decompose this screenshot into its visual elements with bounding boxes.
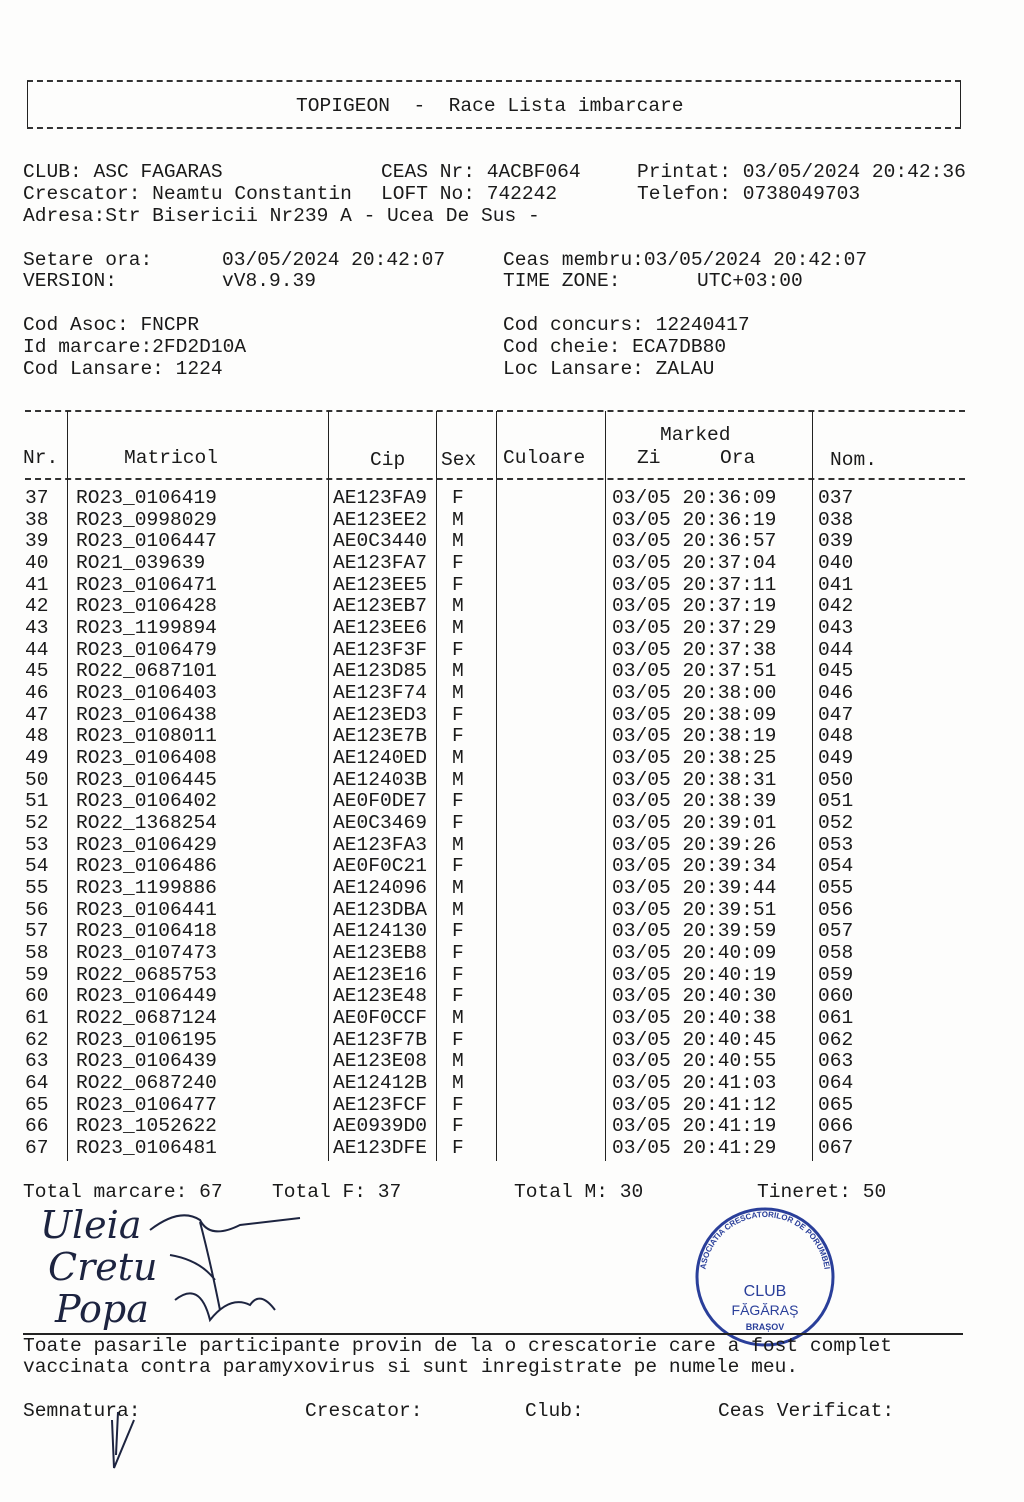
cell-nom: 067 (818, 1137, 854, 1160)
cell-cip: AE123EE6 (333, 617, 427, 640)
loc-lansare: Loc Lansare: ZALAU (503, 358, 715, 380)
cell-cip: AE123DBA (333, 898, 427, 921)
svg-text:ASOCIATIA CRESCATORILOR DE POR (698, 1210, 831, 1270)
cell-matricol: RO23_0106445 (76, 768, 217, 791)
header-nr: Nr. (23, 447, 59, 469)
ceas-verificat-label: Ceas Verificat: (718, 1400, 895, 1422)
setare-label: Setare ora: (23, 249, 153, 271)
cell-sex: F (452, 725, 464, 748)
handwritten-name-3: Popa (55, 1287, 149, 1331)
cell-marked: 03/05 20:40:55 (612, 1050, 777, 1073)
cell-matricol: RO23_0106479 (76, 638, 217, 661)
cell-matricol: RO23_0106438 (76, 703, 217, 726)
cell-cip: AE123E7B (333, 725, 427, 748)
header-ora: Ora (720, 447, 756, 469)
statement-line-2: vaccinata contra paramyxovirus si sunt inregistrate pe numele meu. (23, 1356, 799, 1378)
cell-marked: 03/05 20:38:39 (612, 790, 777, 813)
cell-marked: 03/05 20:41:12 (612, 1093, 777, 1116)
timezone-value: UTC+03:00 (697, 270, 803, 292)
breeder: Crescator: Neamtu Constantin (23, 183, 352, 205)
setare-value: 03/05/2024 20:42:07 (222, 249, 446, 271)
cell-nr: 44 (25, 638, 49, 661)
header-culoare: Culoare (503, 447, 586, 469)
printed-at: Printat: 03/05/2024 20:42:36 (637, 161, 966, 183)
cell-sex: F (452, 703, 464, 726)
cell-nom: 055 (818, 877, 854, 900)
cell-cip: AE0C3440 (333, 530, 427, 553)
cell-marked: 03/05 20:37:29 (612, 617, 777, 640)
col-divider (605, 411, 606, 1161)
cell-nr: 40 (25, 552, 49, 574)
col-divider (328, 411, 329, 1161)
page-title: TOPIGEON - Race Lista imbarcare (296, 95, 684, 117)
cell-sex: F (452, 487, 464, 509)
cell-nom: 062 (818, 1028, 854, 1051)
cell-nr: 55 (25, 877, 49, 900)
ceas-nr: CEAS Nr: 4ACBF064 (381, 161, 581, 183)
cell-sex: M (452, 877, 464, 900)
cell-matricol: RO23_0106439 (76, 1050, 217, 1073)
cell-nr: 52 (25, 812, 49, 835)
crescator-label: Crescator: (305, 1400, 423, 1422)
cell-matricol: RO23_0106428 (76, 595, 217, 618)
cell-marked: 03/05 20:39:51 (612, 898, 777, 921)
cell-nr: 49 (25, 747, 49, 770)
table-header-divider (25, 478, 965, 480)
cell-marked: 03/05 20:37:04 (612, 552, 777, 574)
cell-matricol: RO22_0687101 (76, 660, 217, 683)
cell-nom: 037 (818, 487, 854, 509)
cell-nom: 064 (818, 1072, 854, 1095)
cell-nr: 58 (25, 942, 49, 965)
breeder-signature (100, 1400, 150, 1475)
cell-marked: 03/05 20:40:30 (612, 985, 777, 1008)
cell-sex: F (452, 1115, 464, 1138)
cell-matricol: RO23_0107473 (76, 942, 217, 965)
cell-nr: 39 (25, 530, 49, 553)
cell-nr: 67 (25, 1137, 49, 1160)
cell-sex: F (452, 985, 464, 1008)
cell-marked: 03/05 20:40:45 (612, 1028, 777, 1051)
col-divider (496, 411, 497, 1161)
col-divider (812, 411, 813, 1161)
handwritten-name-2: Cretu (48, 1245, 158, 1289)
version-value: vV8.9.39 (222, 270, 316, 292)
cell-nom: 059 (818, 963, 854, 986)
cell-sex: F (452, 812, 464, 835)
cell-cip: AE123FA7 (333, 552, 427, 574)
cell-nom: 057 (818, 920, 854, 943)
cell-marked: 03/05 20:37:19 (612, 595, 777, 618)
cod-concurs: Cod concurs: 12240417 (503, 314, 750, 336)
title-border-bottom (27, 127, 961, 129)
cell-cip: AE123EB7 (333, 595, 427, 618)
id-marcare: Id marcare:2FD2D10A (23, 336, 247, 358)
cell-matricol: RO23_1199894 (76, 617, 217, 640)
cell-cip: AE123EE2 (333, 508, 427, 531)
cell-nr: 38 (25, 508, 49, 531)
cell-nom: 041 (818, 573, 854, 596)
handwritten-name-1: Uleia (40, 1203, 142, 1247)
cell-matricol: RO22_1368254 (76, 812, 217, 835)
cell-sex: M (452, 747, 464, 770)
cell-nom: 060 (818, 985, 854, 1008)
cell-sex: M (452, 530, 464, 553)
cell-nom: 061 (818, 1007, 854, 1030)
cell-nr: 41 (25, 573, 49, 596)
cell-nom: 044 (818, 638, 854, 661)
cell-cip: AE123FA9 (333, 487, 427, 509)
cell-sex: M (452, 682, 464, 705)
cell-cip: AE123ED3 (333, 703, 427, 726)
cell-cip: AE123F7B (333, 1028, 427, 1051)
cell-nr: 46 (25, 682, 49, 705)
cell-marked: 03/05 20:36:19 (612, 508, 777, 531)
header-sex: Sex (441, 449, 477, 471)
ceas-membru: Ceas membru:03/05/2024 20:42:07 (503, 249, 868, 271)
address: Adresa:Str Bisericii Nr239 A - Ucea De Sus - (23, 205, 540, 227)
cell-nr: 59 (25, 963, 49, 986)
cell-matricol: RO23_0106471 (76, 573, 217, 596)
club-label: Club: (525, 1400, 584, 1422)
cell-nom: 040 (818, 552, 854, 574)
club-name: CLUB: ASC FAGARAS (23, 161, 223, 183)
cell-nom: 058 (818, 942, 854, 965)
cell-nr: 45 (25, 660, 49, 683)
cell-marked: 03/05 20:38:31 (612, 768, 777, 791)
cell-nom: 038 (818, 508, 854, 531)
cell-cip: AE12412B (333, 1072, 427, 1095)
header-zi: Zi (637, 447, 661, 469)
header-cip: Cip (370, 449, 406, 471)
cell-sex: M (452, 768, 464, 791)
cell-sex: M (452, 833, 464, 856)
stamp-bottom: BRAȘOV (745, 1322, 785, 1332)
cell-cip: AE123FCF (333, 1093, 427, 1116)
cell-marked: 03/05 20:39:34 (612, 855, 777, 878)
cell-sex: M (452, 508, 464, 531)
version-label: VERSION: (23, 270, 117, 292)
cell-cip: AE1240ED (333, 747, 427, 770)
cell-matricol: RO23_0106418 (76, 920, 217, 943)
cell-matricol: RO23_0106402 (76, 790, 217, 813)
cell-sex: M (452, 1007, 464, 1030)
cell-marked: 03/05 20:38:00 (612, 682, 777, 705)
cell-matricol: RO23_0106408 (76, 747, 217, 770)
total-m: Total M: 30 (514, 1181, 644, 1203)
cod-lansare: Cod Lansare: 1224 (23, 358, 223, 380)
cell-matricol: RO23_0106441 (76, 898, 217, 921)
cell-marked: 03/05 20:38:25 (612, 747, 777, 770)
stamp-club: CLUB (743, 1283, 787, 1300)
cell-cip: AE123EE5 (333, 573, 427, 596)
title-border-left (27, 81, 28, 127)
cell-nom: 039 (818, 530, 854, 553)
cell-nom: 050 (818, 768, 854, 791)
header-nom: Nom. (830, 449, 877, 471)
cell-sex: F (452, 573, 464, 596)
cell-nr: 37 (25, 487, 49, 509)
cell-nr: 43 (25, 617, 49, 640)
cell-matricol: RO23_0106486 (76, 855, 217, 878)
cell-nom: 054 (818, 855, 854, 878)
cell-sex: M (452, 1050, 464, 1073)
cell-marked: 03/05 20:37:38 (612, 638, 777, 661)
cell-cip: AE123F3F (333, 638, 427, 661)
cell-nr: 60 (25, 985, 49, 1008)
cell-nr: 48 (25, 725, 49, 748)
cell-cip: AE0F0C21 (333, 855, 427, 878)
cell-cip: AE0F0CCF (333, 1007, 427, 1030)
cell-sex: F (452, 942, 464, 965)
cell-sex: M (452, 660, 464, 683)
cell-nr: 47 (25, 703, 49, 726)
cell-marked: 03/05 20:36:09 (612, 487, 777, 509)
table-border-top (25, 410, 965, 412)
cell-nom: 052 (818, 812, 854, 835)
cell-matricol: RO23_0106195 (76, 1028, 217, 1051)
cell-marked: 03/05 20:39:59 (612, 920, 777, 943)
cell-cip: AE123E08 (333, 1050, 427, 1073)
cell-nom: 043 (818, 617, 854, 640)
cell-matricol: RO23_1199886 (76, 877, 217, 900)
cell-matricol: RO23_0998029 (76, 508, 217, 531)
cell-sex: F (452, 552, 464, 574)
cell-nr: 65 (25, 1093, 49, 1116)
cell-nom: 042 (818, 595, 854, 618)
cell-sex: F (452, 920, 464, 943)
cell-matricol: RO23_0108011 (76, 725, 217, 748)
cell-marked: 03/05 20:41:03 (612, 1072, 777, 1095)
cell-cip: AE0F0DE7 (333, 790, 427, 813)
cell-nr: 50 (25, 768, 49, 791)
cell-cip: AE124130 (333, 920, 427, 943)
cell-marked: 03/05 20:38:19 (612, 725, 777, 748)
cell-nom: 048 (818, 725, 854, 748)
title-border-right (960, 81, 961, 127)
cell-nr: 56 (25, 898, 49, 921)
phone: Telefon: 0738049703 (637, 183, 861, 205)
loft-no: LOFT No: 742242 (381, 183, 558, 205)
cell-nr: 42 (25, 595, 49, 618)
header-marked: Marked (660, 424, 731, 446)
cell-marked: 03/05 20:39:44 (612, 877, 777, 900)
cell-cip: AE123D85 (333, 660, 427, 683)
cell-nom: 047 (818, 703, 854, 726)
cell-marked: 03/05 20:40:38 (612, 1007, 777, 1030)
cell-nr: 64 (25, 1072, 49, 1095)
cell-sex: F (452, 963, 464, 986)
cell-marked: 03/05 20:37:51 (612, 660, 777, 683)
cell-nr: 61 (25, 1007, 49, 1030)
signature-scribbles (140, 1205, 310, 1330)
col-divider (67, 411, 68, 1161)
cell-sex: F (452, 1093, 464, 1116)
signature-label: Semnatura: (23, 1400, 141, 1422)
cell-nom: 063 (818, 1050, 854, 1073)
cell-cip: AE123EB8 (333, 942, 427, 965)
total-tineret: Tineret: 50 (757, 1181, 887, 1203)
cell-nr: 63 (25, 1050, 49, 1073)
cell-nr: 57 (25, 920, 49, 943)
stamp-city: FĂGĂRAȘ (731, 1302, 799, 1318)
cell-nr: 66 (25, 1115, 49, 1138)
cell-matricol: RO23_0106477 (76, 1093, 217, 1116)
cell-matricol: RO22_0685753 (76, 963, 217, 986)
cell-marked: 03/05 20:38:09 (612, 703, 777, 726)
cell-nom: 049 (818, 747, 854, 770)
total-f: Total F: 37 (272, 1181, 402, 1203)
cod-asoc: Cod Asoc: FNCPR (23, 314, 200, 336)
cell-matricol: RO23_1052622 (76, 1115, 217, 1138)
cell-marked: 03/05 20:41:19 (612, 1115, 777, 1138)
cell-matricol: RO23_0106403 (76, 682, 217, 705)
cell-sex: F (452, 638, 464, 661)
cell-cip: AE123DFE (333, 1137, 427, 1160)
statement-line-1: Toate pasarile participante provin de la o crescatorie care a fost complet (23, 1335, 893, 1357)
cell-marked: 03/05 20:39:26 (612, 833, 777, 856)
col-divider (436, 411, 437, 1161)
cell-cip: AE123FA3 (333, 833, 427, 856)
cell-marked: 03/05 20:36:57 (612, 530, 777, 553)
cell-marked: 03/05 20:37:11 (612, 573, 777, 596)
cell-sex: F (452, 790, 464, 813)
cell-matricol: RO23_0106449 (76, 985, 217, 1008)
club-stamp (690, 1202, 840, 1352)
cell-marked: 03/05 20:41:29 (612, 1137, 777, 1160)
cell-marked: 03/05 20:39:01 (612, 812, 777, 835)
cell-sex: M (452, 617, 464, 640)
title-border-top (27, 80, 961, 82)
cell-nom: 046 (818, 682, 854, 705)
cell-nom: 053 (818, 833, 854, 856)
cell-matricol: RO23_0106481 (76, 1137, 217, 1160)
cell-sex: M (452, 595, 464, 618)
cell-sex: F (452, 855, 464, 878)
cell-sex: M (452, 898, 464, 921)
cell-sex: F (452, 1028, 464, 1051)
cell-nom: 066 (818, 1115, 854, 1138)
cell-matricol: RO23_0106429 (76, 833, 217, 856)
cell-cip: AE123E16 (333, 963, 427, 986)
cell-nom: 051 (818, 790, 854, 813)
header-matricol: Matricol (124, 447, 218, 469)
cell-cip: AE124096 (333, 877, 427, 900)
cell-cip: AE12403B (333, 768, 427, 791)
cell-matricol: RO23_0106447 (76, 530, 217, 553)
cod-cheie: Cod cheie: ECA7DB80 (503, 336, 727, 358)
cell-marked: 03/05 20:40:19 (612, 963, 777, 986)
cell-nom: 045 (818, 660, 854, 683)
cell-marked: 03/05 20:40:09 (612, 942, 777, 965)
cell-nr: 54 (25, 855, 49, 878)
cell-cip: AE123F74 (333, 682, 427, 705)
cell-nr: 51 (25, 790, 49, 813)
timezone-label: TIME ZONE: (503, 270, 621, 292)
cell-cip: AE0939D0 (333, 1115, 427, 1138)
stamp-ring-text: ASOCIATIA CRESCATORILOR DE PORUMBEI (698, 1209, 832, 1270)
cell-sex: M (452, 1072, 464, 1095)
cell-nr: 53 (25, 833, 49, 856)
cell-cip: AE0C3469 (333, 812, 427, 835)
cell-matricol: RO21_039639 (76, 552, 206, 574)
cell-cip: AE123E48 (333, 985, 427, 1008)
cell-nom: 065 (818, 1093, 854, 1116)
cell-matricol: RO22_0687124 (76, 1007, 217, 1030)
cell-sex: F (452, 1137, 464, 1160)
cell-matricol: RO22_0687240 (76, 1072, 217, 1095)
cell-nom: 056 (818, 898, 854, 921)
cell-nr: 62 (25, 1028, 49, 1051)
total-marcare: Total marcare: 67 (23, 1181, 223, 1203)
cell-matricol: RO23_0106419 (76, 487, 217, 509)
